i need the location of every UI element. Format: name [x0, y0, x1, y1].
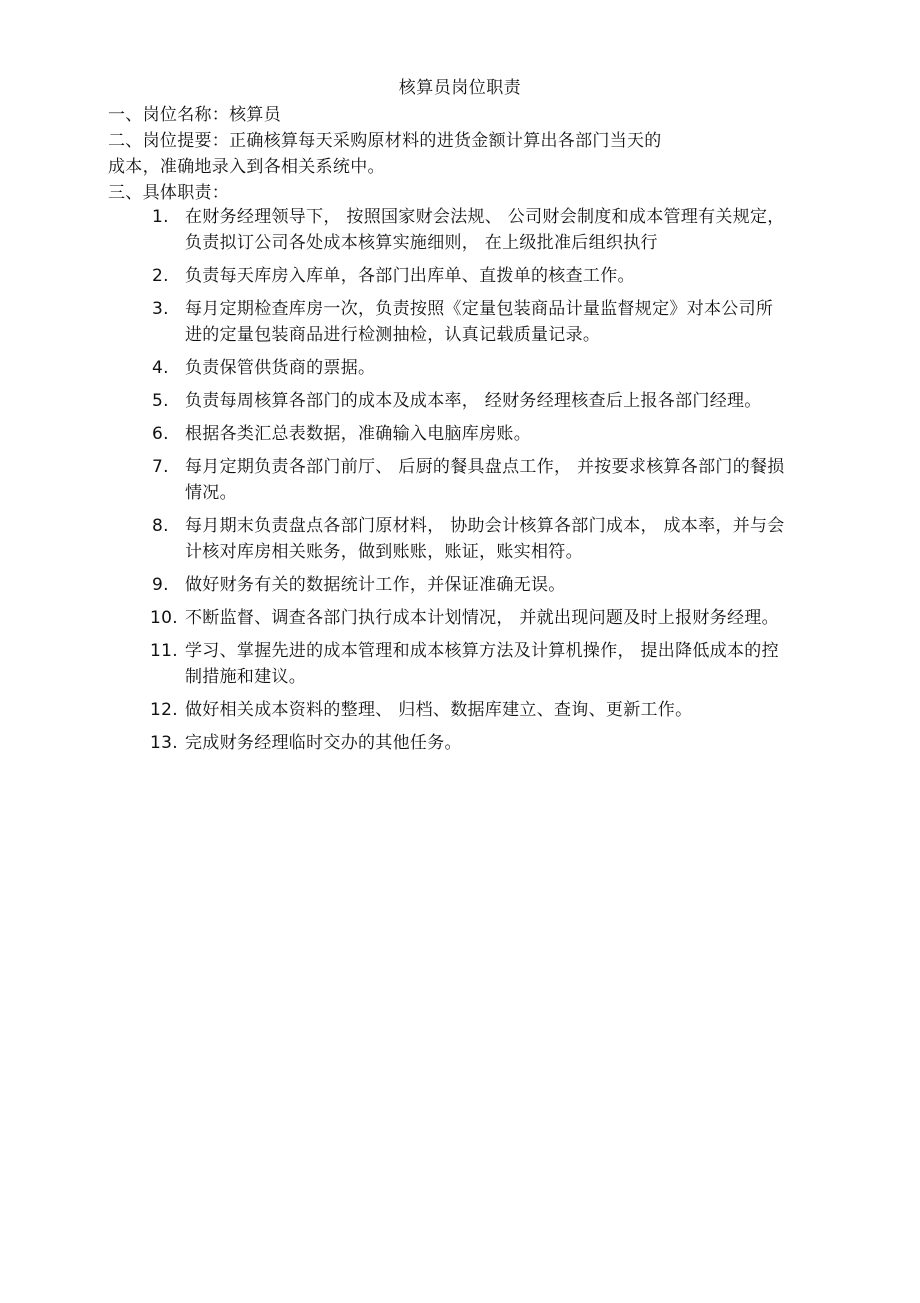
duty-item-6 — [150, 421, 790, 447]
duty-number: 5. — [152, 391, 169, 411]
duty-text: 做好财务有关的数据统计工作，并保证准确无误。 — [185, 575, 566, 595]
duty-item-8 — [150, 513, 790, 565]
duty-item-3 — [150, 296, 790, 348]
duty-item-13 — [150, 730, 790, 756]
duties-list — [150, 204, 790, 763]
duty-number: 2. — [152, 266, 169, 286]
duty-text: 不断监督、调查各部门执行成本计划情况， 并就出现问题及时上报财务经理。 — [185, 608, 779, 628]
duty-text: 负责每周核算各部门的成本及成本率， 经财务经理核查后上报各部门经理。 — [185, 391, 762, 411]
duty-text: 每月期末负责盘点各部门原材料， 协助会计核算各部门成本， 成本率，并与会计核对库房相关账务，做到账账，账证，账实相符。 — [185, 516, 785, 562]
duty-text: 每月定期检查库房一次，负责按照《定量包装商品计量监督规定》对本公司所进的定量包装商品进行检测抽检，认真记载质量记录。 — [185, 299, 774, 345]
duty-item-5 — [150, 388, 790, 414]
duty-number: 11. — [150, 641, 178, 661]
duty-number: 3. — [152, 299, 169, 319]
duty-text: 根据各类汇总表数据，准确输入电脑库房账。 — [185, 424, 531, 444]
section-duties-heading: 三、具体职责： — [108, 183, 230, 203]
section-summary-line1: 二、岗位提要：正确核算每天采购原材料的进货金额计算出各部门当天的 — [108, 131, 662, 151]
duty-number: 10. — [150, 608, 178, 628]
section-position-name: 一、岗位名称：核算员 — [108, 105, 281, 125]
duty-number: 1. — [152, 207, 169, 227]
duty-text: 学习、掌握先进的成本管理和成本核算方法及计算机操作， 提出降低成本的控制措施和建议。 — [185, 641, 779, 687]
duty-item-9 — [150, 572, 790, 598]
duty-item-11 — [150, 638, 790, 690]
duty-text: 负责保管供货商的票据。 — [185, 358, 376, 378]
section-summary-line2: 成本，准确地录入到各相关系统中。 — [108, 157, 385, 177]
duty-item-1 — [150, 204, 790, 256]
document-title: 核算员岗位职责 — [398, 78, 522, 98]
duty-text: 在财务经理领导下， 按照国家财会法规、 公司财会制度和成本管理有关规定， 负责拟订公司各处成本核算实施细则， 在上级批准后组织执行 — [185, 207, 785, 253]
duty-item-7 — [150, 454, 790, 506]
duty-text: 负责每天库房入库单，各部门出库单、直拨单的核查工作。 — [185, 266, 635, 286]
duty-number: 4. — [152, 358, 169, 378]
duty-number: 6. — [152, 424, 169, 444]
duty-number: 8. — [152, 516, 169, 536]
duty-item-10 — [150, 605, 790, 631]
duty-item-4 — [150, 355, 790, 381]
duty-number: 7. — [152, 457, 169, 477]
duty-text: 完成财务经理临时交办的其他任务。 — [185, 733, 462, 753]
duty-text: 每月定期负责各部门前厅、 后厨的餐具盘点工作， 并按要求核算各部门的餐损情况。 — [185, 457, 785, 503]
duty-number: 12. — [150, 700, 178, 720]
duty-number: 9. — [152, 575, 169, 595]
duty-item-12 — [150, 697, 790, 723]
duty-item-2 — [150, 263, 790, 289]
duty-text: 做好相关成本资料的整理、 归档、数据库建立、查询、更新工作。 — [185, 700, 693, 720]
duty-number: 13. — [150, 733, 178, 753]
